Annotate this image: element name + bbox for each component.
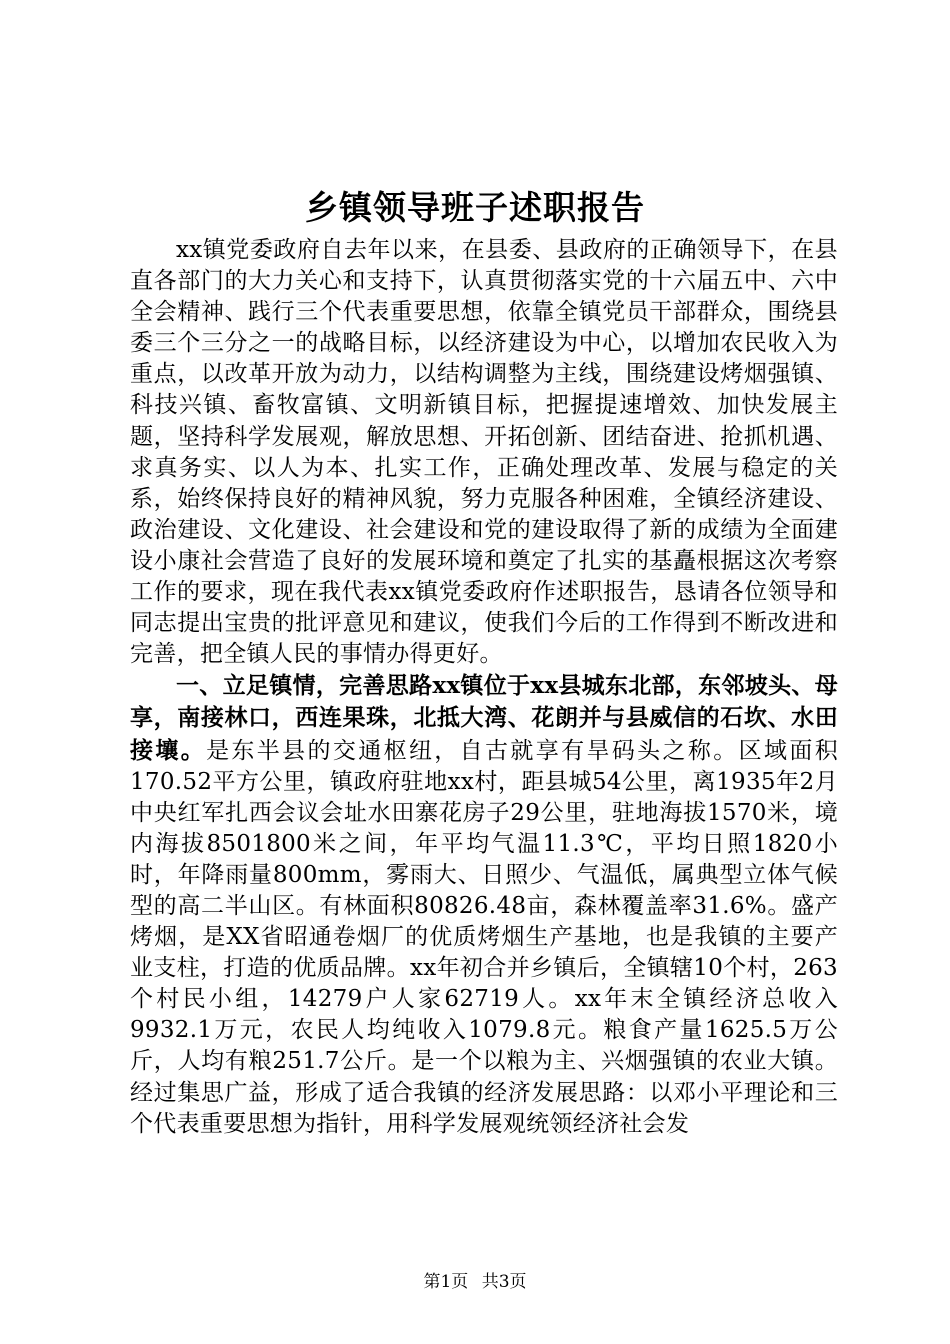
page-total: 共3页 [481, 1272, 527, 1292]
section-one-text: 是东半县的交通枢纽，自古就享有旱码头之称。区域面积170.52平方公里，镇政府驻地xx村，距县城54公里，离1935年2月中央红军扎西会议会址水田寨花房子29公里，驻地海拔1570米，境内海拔8501800米之间，年平均气温11.3℃，平均日照1820小时，年降雨量800mm，雾雨大、日照少、气温低，属典型立体气候型的高二半山区。有林面积80826.48亩，森林覆盖率31.6%。盛产烤烟，是XX省昭通卷烟厂的优质烤烟生产基地，也是我镇的主要产业支柱，打造的优质品牌。xx年初合并乡镇后，全镇辖10个村，263个村民小组，14279户人家62719人。xx年末全镇经济总收入9932.1万元，农民人均纯收入1079.8元。粮食产量1625.5万公斤，人均有粮251.7公斤。是一个以粮为主、兴烟强镇的农业大镇。经过集思广益，形成了适合我镇的经济发展思路：以邓小平理论和三个代表重要思想为指针，用科学发展观统领经济社会发 [130, 737, 838, 1137]
section-one-heading: 一、立足镇情，完善思路xx镇位于xx县城东北部，东邻坡头、母享，南接林口，西连果珠，北抵大湾、花朗并与县威信的石坎、水田接壤。 [130, 672, 838, 764]
paragraph-intro [130, 234, 838, 670]
paragraph-intro-text: xx镇党委政府自去年以来，在县委、县政府的正确领导下，在县直各部门的大力关心和支持下，认真贯彻落实党的十六届五中、六中全会精神、践行三个代表重要思想，依靠全镇党员干部群众，围绕县委三个三分之一的战略目标，以经济建设为中心，以增加农民收入为重点，以改革开放为动力，以结构调整为主线，围绕建设烤烟强镇、科技兴镇、畜牧富镇、文明新镇目标，把握提速增效、加快发展主题，坚持科学发展观，解放思想、开拓创新、团结奋进、抢抓机遇、求真务实、以人为本、扎实工作，正确处理改革、发展与稳定的关系，始终保持良好的精神风貌，努力克服各种困难，全镇经济建设、政治建设、文化建设、社会建设和党的建设取得了新的成绩为全面建设小康社会营造了良好的发展环境和奠定了扎实的基矗根据这次考察工作的要求，现在我代表xx镇党委政府作述职报告，恳请各位领导和同志提出宝贵的批评意见和建议，使我们今后的工作得到不断改进和完善，把全镇人民的事情办得更好。 [130, 237, 838, 668]
document-title: 乡镇领导班子述职报告 [305, 188, 645, 227]
page-footer [0, 1270, 950, 1294]
paragraph-section-one [130, 670, 838, 1139]
page-number: 第1页 [423, 1272, 469, 1292]
document-body [130, 234, 838, 1140]
